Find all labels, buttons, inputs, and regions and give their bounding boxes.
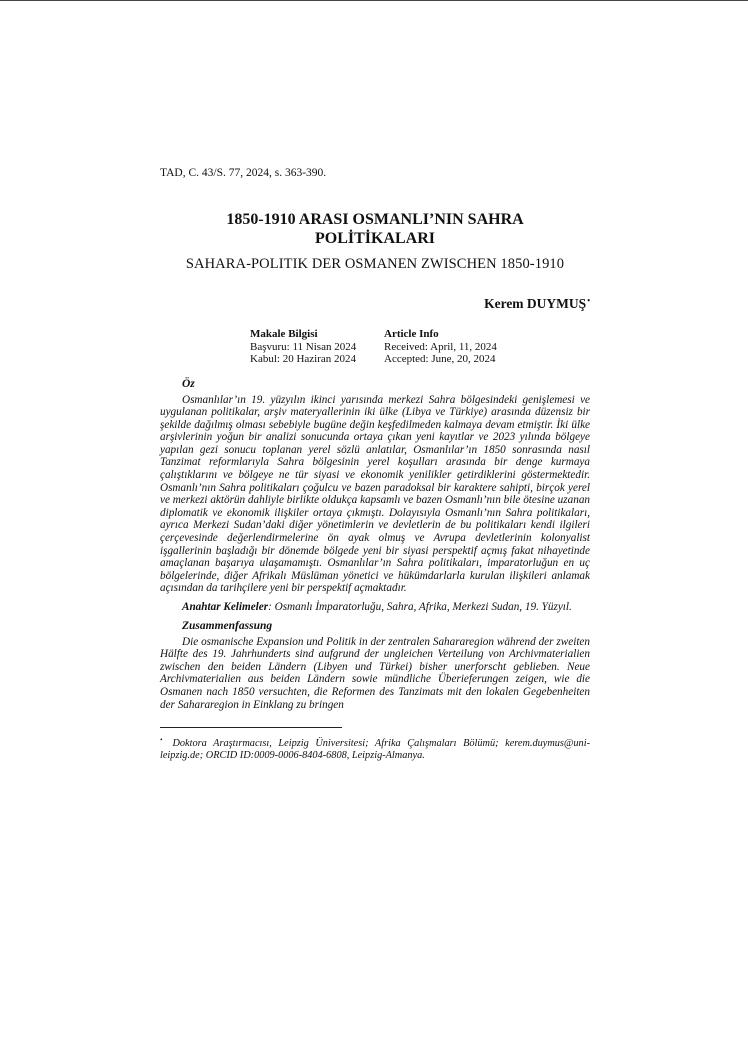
keywords-list: : Osmanlı İmparatorluğu, Sahra, Afrika, Merkezi Sudan, 19. Yüzyıl. <box>268 601 572 613</box>
info-tr-received: Başvuru: 11 Nisan 2024 <box>250 340 357 353</box>
top-border-line <box>0 0 748 1</box>
abstract-de-heading: Zusammenfassung <box>182 619 273 632</box>
article-title-line-2: POLİTİKALARI <box>314 230 436 247</box>
author-footnote <box>160 734 590 762</box>
article-title <box>160 210 590 248</box>
article-subtitle: SAHARA-POLITIK DER OSMANEN ZWISCHEN 1850-1910 <box>185 256 565 272</box>
author-name <box>160 293 590 312</box>
footnote-marker: • <box>160 736 163 745</box>
keywords <box>160 601 590 614</box>
abstract-tr-heading: Öz <box>182 377 195 390</box>
article-info-en <box>384 328 518 366</box>
footnote-divider <box>160 727 342 728</box>
abstract-de-text: Die osmanische Expansion und Politik in der zentralen Sahararegion während der zweiten Hälfte des 19. Jahrhunderts sind aufgrund der ungleichen Verteilung von Archivmaterialien zwischen den beiden Ländern (Libyen und Türkei) bisher unerforscht geblieben. Neue Archivmaterialien aus beiden Ländern sowie mündliche Überieferungen zeigen, wie die Osmanen nach 1850 versuchten, die Reformen des Tanzimats mit den lokalen Gegebenheiten der Sahararegion in Einklang zu bringen <box>160 635 590 711</box>
article-title-line-1: 1850-1910 ARASI OSMANLI’NIN SAHRA <box>226 211 524 228</box>
author-footnote-mark: • <box>587 296 590 305</box>
author-name-text: Kerem DUYMUŞ <box>484 296 587 311</box>
article-info-tr <box>250 328 384 366</box>
journal-reference: TAD, C. 43/S. 77, 2024, s. 363-390. <box>160 167 327 179</box>
info-en-accepted: Accepted: June, 20, 2024 <box>384 353 496 365</box>
keywords-label: Anahtar Kelimeler <box>182 601 269 613</box>
article-page <box>160 166 590 762</box>
info-tr-accepted: Kabul: 20 Haziran 2024 <box>250 353 356 365</box>
info-tr-heading: Makale Bilgisi <box>250 328 318 340</box>
info-en-received: Received: April, 11, 2024 <box>384 340 497 353</box>
abstract-tr-text: Osmanlılar’ın 19. yüzyılın ikinci yarısında merkezi Sahra bölgesindeki genişlemesi ve uygulanan politikalar, arşiv materyallerinin iki ülke (Libya ve Türkiye) arasında düzensiz bir şekilde dağılmış olması sebebiyle bugüne değin keşfedilmeden kalmaya devam etmiştir. İki ülke arşivlerinin yoğun bir analizi sonucunda ortaya çıkan yeni kayıtlar ve 2023 yılında bölgeye yapılan gezi sonucu toplanan yerel sözlü anlatılar, Osmanlılar’ın 1850 sonrasında nasıl Tanzimat reformlarıyla Sahra bölgesinin yerel koşulları arasında bir denge kurmaya çalıştıklarını ve bölgeye ne tür siyasi ve ekonomik yenilikler getirdiklerini göstermektedir. Osmanlı’nın Sahra politikaları çoğulcu ve bazen paradoksal bir karaktere sahipti, birçok yerel ve merkezi aktörün dahliyle birlikte oldukça kapsamlı ve bazen Osmanlı’nın bile ötesine uzanan diplomatik ve ekonomik ilişkiler ortaya çıkmıştı. Dolayısıyla Osmanlı’nın Sahra politikaları, ayrıca Merkezi Sudan’daki diğer yönetimlerin ve devletlerin de bu politikaları kendi ilgileri çerçevesinde değerlendirmelerine ön ayak olmuş ve Avrupa devletlerinin kolonyalist işgallerinin başladığı bir dönemde bölgede yeni bir siyasi perspektif açmış fakat nihayetinde amaçlanan başarıya ulaşamamıştı. Osmanlılar’ın Sahra politikaları, imparatorluğun en uç bölgelerinde, diğer Afrikalı Müslüman yönetici ve hükümdarlarla kurulan ilişkileri anlamak açısından da tarihçilere yeni bir perspektif açmaktadır. <box>160 393 591 595</box>
footnote-text: Doktora Araştırmacısı, Leipzig Üniversitesi; Afrika Çalışmaları Bölümü; kerem.duymus@uni-leipzig.de; ORCID ID:0009-0006-8404-6808, Leipzig-Almanya. <box>160 738 590 762</box>
article-info-block <box>250 328 590 366</box>
info-en-heading: Article Info <box>384 328 439 340</box>
